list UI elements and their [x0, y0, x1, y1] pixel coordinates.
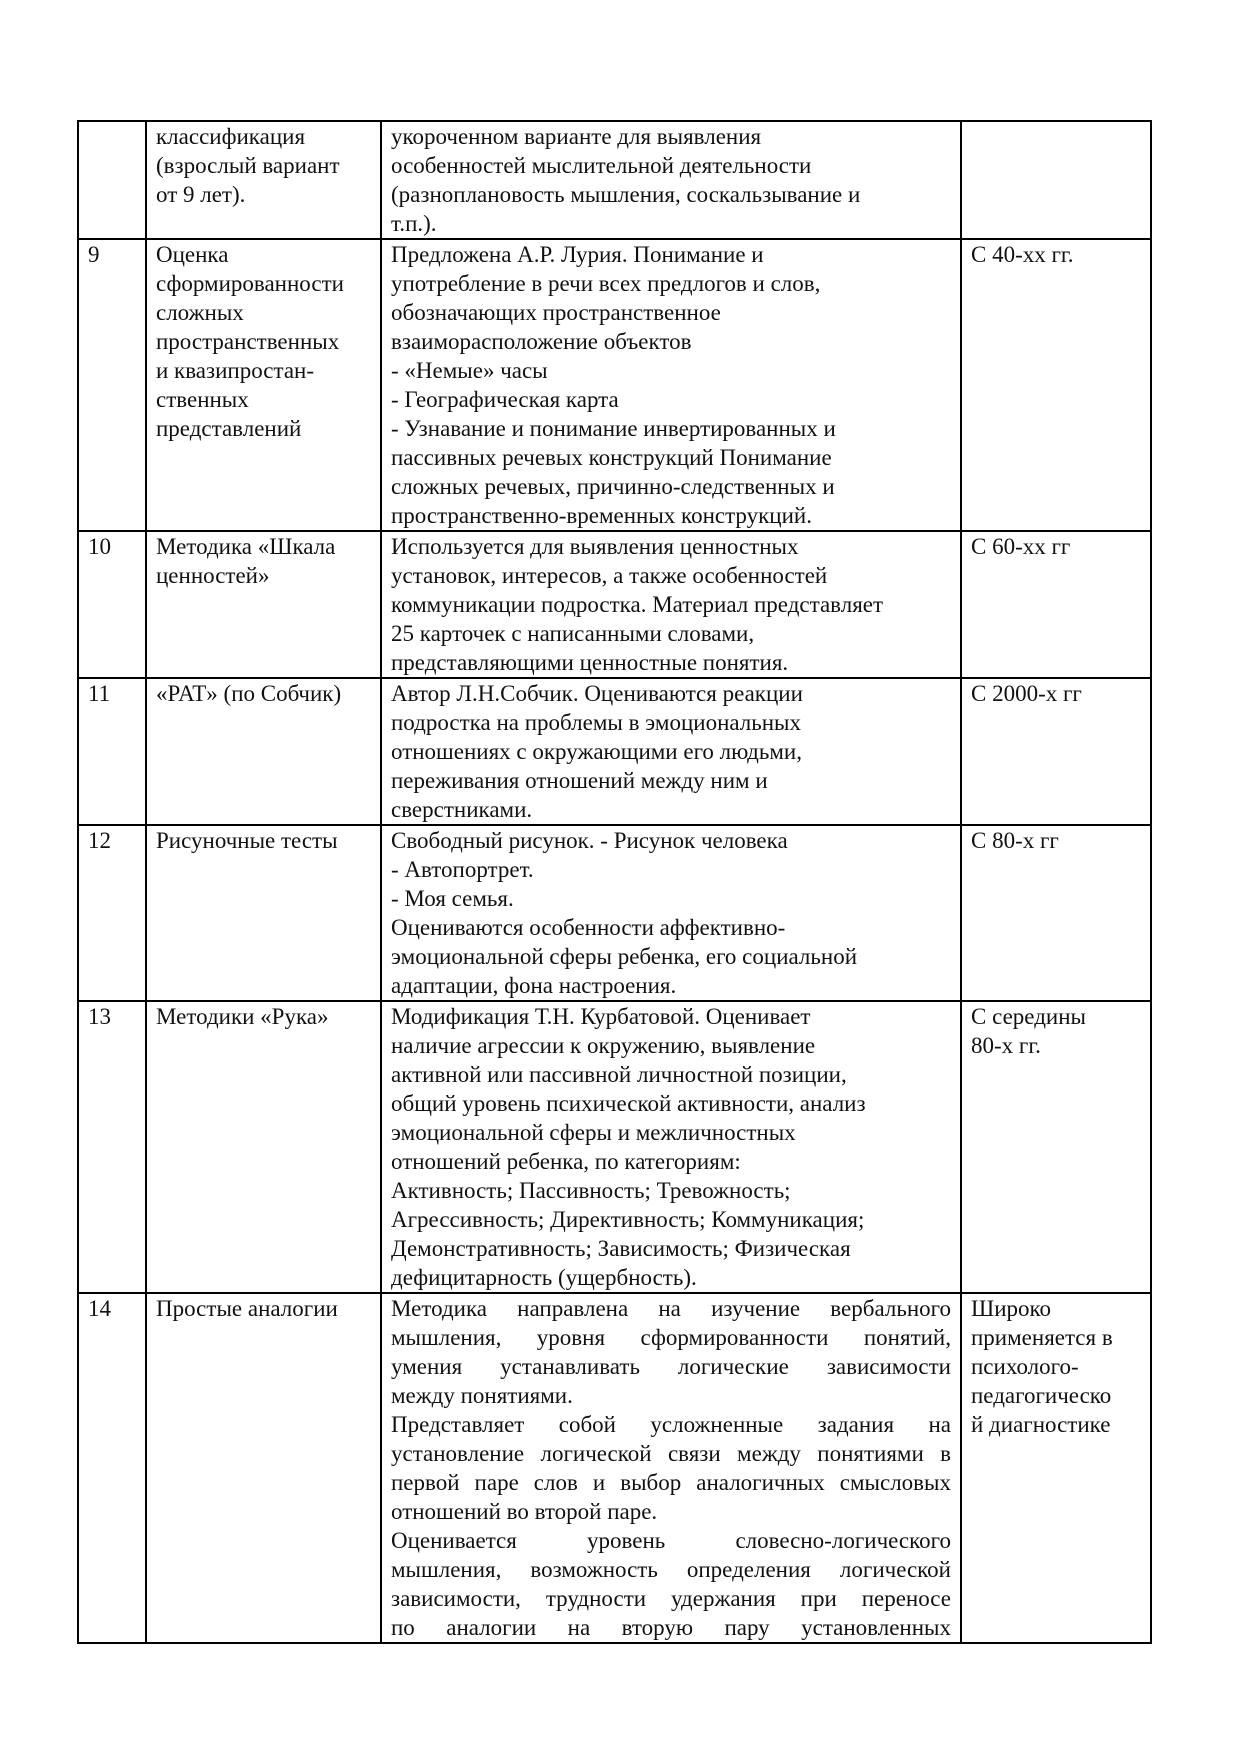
method-name-cell: Методика «Шкала ценностей»: [146, 531, 381, 678]
method-date-cell: С середины 80-х гг.: [961, 1001, 1151, 1293]
table-row: [78, 239, 1151, 531]
row-number-cell: 14: [78, 1293, 146, 1643]
table-row: [78, 825, 1151, 1001]
row-number-cell: 12: [78, 825, 146, 1001]
table-row: [78, 121, 1151, 239]
row-number-cell: [78, 121, 146, 239]
table-row: [78, 531, 1151, 678]
method-date-cell: Широко применяется в психолого- педагогическо й диагностике: [961, 1293, 1151, 1643]
methods-table: [77, 120, 1152, 1644]
method-name-cell: «PAT» (по Собчик): [146, 678, 381, 825]
method-name-cell: Методики «Рука»: [146, 1001, 381, 1293]
method-name-cell: Простые аналогии: [146, 1293, 381, 1643]
method-date-cell: [961, 121, 1151, 239]
row-number-cell: 13: [78, 1001, 146, 1293]
table-row: [78, 1001, 1151, 1293]
method-description-cell: укороченном варианте для выявления особенностей мыслительной деятельности (разноплановость мышления, соскальзывание и т.п.).: [381, 121, 961, 239]
table-row: [78, 1293, 1151, 1643]
method-name-cell: Рисуночные тесты: [146, 825, 381, 1001]
method-date-cell: С 2000-х гг: [961, 678, 1151, 825]
row-number-cell: 9: [78, 239, 146, 531]
row-number-cell: 11: [78, 678, 146, 825]
method-name-cell: Оценка сформированности сложных пространственных и квазипростан- ственных представлений: [146, 239, 381, 531]
method-name-cell: классификация (взрослый вариант от 9 лет).: [146, 121, 381, 239]
row-number-cell: 10: [78, 531, 146, 678]
method-description-cell: Модификация Т.Н. Курбатовой. Оценивает наличие агрессии к окружению, выявление активной или пассивной личностной позиции, общий уровень психической активности, анализ эмоциональной сферы и межличностных отношений ребенка, по категориям: Активность; Пассивность; Тревожность; Агрессивность; Директивность; Коммуникация; Демонстративность; Зависимость; Физическая дефицитарность (ущербность).: [381, 1001, 961, 1293]
method-description-cell: Свободный рисунок. - Рисунок человека - Автопортрет. - Моя семья. Оцениваются особенности аффективно- эмоциональной сферы ребенка, его социальной адаптации, фона настроения.: [381, 825, 961, 1001]
method-date-cell: С 60-хх гг: [961, 531, 1151, 678]
table-row: [78, 678, 1151, 825]
method-description-cell: Предложена А.Р. Лурия. Понимание и употребление в речи всех предлогов и слов, обозначающих пространственное взаиморасположение объектов - «Немые» часы - Географическая карта - Узнавание и понимание инвертированных и пассивных речевых конструкций Понимание сложных речевых, причинно-следственных и пространственно-временных конструкций.: [381, 239, 961, 531]
method-date-cell: С 40-хх гг.: [961, 239, 1151, 531]
method-date-cell: С 80-х гг: [961, 825, 1151, 1001]
method-description-cell: Методика направлена на изучение вербального мышления, уровня сформированности понятий, умения устанавливать логические зависимости между понятиями. Представляет собой усложненные задания на установление логической связи между понятиями в первой паре слов и выбор аналогичных смысловых отношений во второй паре. Оценивается уровень словесно-логического мышления, возможность определения логической зависимости, трудности удержания при переносе по аналогии на вторую пару установленных: [381, 1293, 961, 1643]
method-description-cell: Автор Л.Н.Собчик. Оцениваются реакции подростка на проблемы в эмоциональных отношениях с окружающими его людьми, переживания отношений между ним и сверстниками.: [381, 678, 961, 825]
method-description-cell: Используется для выявления ценностных установок, интересов, а также особенностей коммуникации подростка. Материал представляет 25 карточек с написанными словами, представляющими ценностные понятия.: [381, 531, 961, 678]
